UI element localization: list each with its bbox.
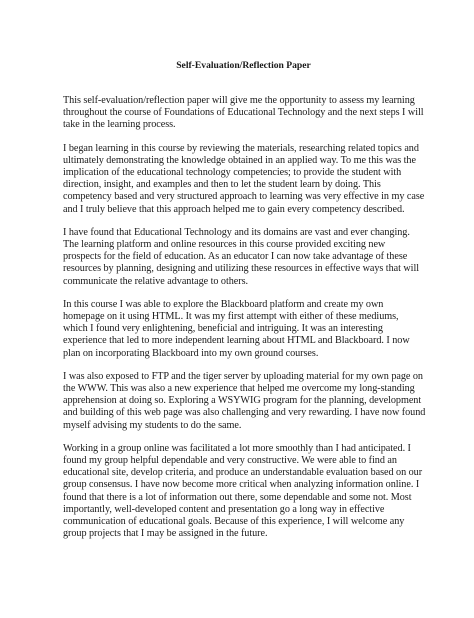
text-line: which I found very enlightening, beneficial and intriguing. It was an interesting bbox=[63, 323, 383, 335]
text-line: and I truly believe that this approach helped me to gain every competency described. bbox=[63, 203, 405, 215]
text-line: group consensus. I have now become more critical when analyzing information online. I bbox=[63, 479, 420, 491]
text-line: found that there is a lot of information out there, some dependable and some not. Most bbox=[63, 491, 412, 503]
text-line: Working in a group online was facilitated a lot more smoothly than I had anticipated. I bbox=[63, 442, 411, 454]
text-line: apprehension at doing so. Exploring a WSYWIG program for the planning, development bbox=[63, 395, 422, 407]
text-line: found my group helpful dependable and very constructive. We were able to find an bbox=[63, 455, 397, 467]
text-line: ultimately demonstrating the knowledge obtained in an applied way. To me this was the bbox=[63, 154, 416, 166]
text-line: This self-evaluation/reflection paper will give me the opportunity to assess my learning bbox=[63, 95, 415, 106]
text-line: In this course I was able to explore the Blackboard platform and create my own bbox=[63, 298, 384, 310]
text-line: communicate the relative advantage to others. bbox=[63, 275, 249, 287]
text-line: competency based and very structured approach to learning was very effective in my case bbox=[63, 191, 425, 203]
text-line: educational site, develop criteria, and produce an understandable evaluation based on our bbox=[63, 467, 423, 479]
paragraph bbox=[63, 143, 424, 216]
paragraph bbox=[63, 371, 424, 432]
document-body bbox=[63, 95, 424, 541]
text-line: group projects that I may be assigned in the future. bbox=[63, 528, 268, 540]
text-line: plan on incorporating Blackboard into my own ground courses. bbox=[63, 347, 319, 359]
text-line: experience that led to more independent learning about HTML and Blackboard. I now bbox=[63, 335, 410, 347]
text-line: resources by planning, designing and utilizing these resources in effective ways that will bbox=[63, 263, 420, 275]
text-line: implication of the educational technology competencies; to provide the student with bbox=[63, 167, 402, 179]
text-line: I have found that Educational Technology and its domains are vast and ever changing. bbox=[63, 226, 410, 238]
text-line: and building of this web page was also challenging and very rewarding. I have now found bbox=[63, 407, 426, 419]
text-line: The learning platform and online resources in this course provided exciting new bbox=[63, 239, 386, 251]
text-line: the WWW. This was also a new experience that helped me overcome my long-standing bbox=[63, 383, 415, 395]
paragraph bbox=[63, 95, 424, 132]
text-line: prospects for the field of education. As an educator I can now take advantage of these bbox=[63, 251, 408, 263]
text-line: homepage on it using HTML. It was my first attempt with either of these mediums, bbox=[63, 311, 399, 323]
text-line: communication of educational goals. Because of this experience, I will welcome any bbox=[63, 516, 405, 528]
text-line: throughout the course of Foundations of Educational Technology and the next steps I will bbox=[63, 107, 424, 119]
text-line: myself advising my students to do the same. bbox=[63, 419, 242, 431]
text-line: I began learning in this course by reviewing the materials, researching related topics and bbox=[63, 142, 419, 154]
paragraph bbox=[63, 299, 424, 360]
text-line: take in the learning process. bbox=[63, 119, 176, 131]
text-line: I was also exposed to FTP and the tiger server by uploading material for my own page on bbox=[63, 370, 423, 382]
document-title: Self-Evaluation/Reflection Paper bbox=[176, 60, 311, 71]
text-line: importantly, well-developed content and presentation go a long way in effective bbox=[63, 503, 385, 515]
paragraph bbox=[63, 443, 424, 541]
paragraph bbox=[63, 227, 424, 288]
text-line: direction, insight, and examples and then to let the student learn by doing. This bbox=[63, 179, 381, 191]
